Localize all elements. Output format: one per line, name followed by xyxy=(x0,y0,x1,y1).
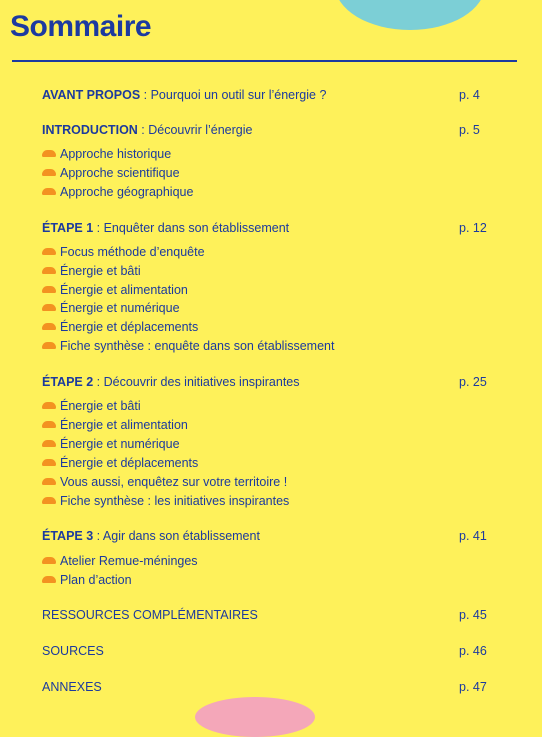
toc-page-number: p. 41 xyxy=(459,529,487,543)
toc-page-number: p. 47 xyxy=(459,680,487,694)
bullet-icon xyxy=(42,188,56,195)
toc-subitem[interactable]: Fiche synthèse : les initiatives inspirantes xyxy=(42,492,289,510)
title-underline xyxy=(12,60,517,62)
toc-subitem[interactable]: Énergie et numérique xyxy=(42,299,180,317)
toc-entry-etape-1[interactable] xyxy=(42,219,289,237)
toc-subitem[interactable]: Atelier Remue-méninges xyxy=(42,552,198,570)
toc-subitem[interactable]: Énergie et déplacements xyxy=(42,318,198,336)
toc-entry-avant-propos[interactable] xyxy=(42,86,326,104)
toc-entry-heading: ÉTAPE 3 xyxy=(42,529,94,543)
toc-entry-heading: AVANT PROPOS xyxy=(42,88,141,102)
toc-subitem[interactable]: Énergie et alimentation xyxy=(42,281,188,299)
page-title: Sommaire xyxy=(10,10,152,43)
bullet-icon xyxy=(42,459,56,466)
decorative-blob-top xyxy=(335,0,485,30)
bullet-icon xyxy=(42,267,56,274)
toc-subitem[interactable]: Énergie et bâti xyxy=(42,262,141,280)
toc-entry-text: : Découvrir l’énergie xyxy=(137,123,253,137)
toc-entry-introduction[interactable] xyxy=(42,121,252,139)
bullet-icon xyxy=(42,497,56,504)
toc-entry-heading: ÉTAPE 1 xyxy=(42,221,94,235)
toc-page-number: p. 5 xyxy=(459,123,480,137)
bullet-icon xyxy=(42,169,56,176)
toc-entry-etape-3[interactable] xyxy=(42,527,260,545)
bullet-icon xyxy=(42,286,56,293)
toc-subitem[interactable]: Approche scientifique xyxy=(42,164,180,182)
toc-page-number: p. 25 xyxy=(459,375,487,389)
toc-entry-text: : Enquêter dans son établissement xyxy=(93,221,290,235)
toc-subitem[interactable]: Énergie et bâti xyxy=(42,397,141,415)
toc-entry-heading: ÉTAPE 2 xyxy=(42,375,94,389)
decorative-blob-bottom xyxy=(195,697,315,737)
toc-entry-text: : Pourquoi un outil sur l’énergie ? xyxy=(140,88,327,102)
toc-entry-text: : Découvrir des initiatives inspirantes xyxy=(93,375,300,389)
toc-entry-annexes[interactable]: ANNEXES xyxy=(42,680,102,694)
bullet-icon xyxy=(42,576,56,583)
toc-entry-text: : Agir dans son établissement xyxy=(93,529,260,543)
toc-page-number: p. 46 xyxy=(459,644,487,658)
bullet-icon xyxy=(42,304,56,311)
bullet-icon xyxy=(42,323,56,330)
bullet-icon xyxy=(42,248,56,255)
toc-subitem[interactable]: Focus méthode d’enquête xyxy=(42,243,205,261)
toc-subitem[interactable]: Approche historique xyxy=(42,145,171,163)
toc-entry-etape-2[interactable] xyxy=(42,373,300,391)
toc-page-number: p. 12 xyxy=(459,221,487,235)
bullet-icon xyxy=(42,150,56,157)
bullet-icon xyxy=(42,478,56,485)
toc-subitem[interactable]: Plan d’action xyxy=(42,571,132,589)
toc-page-number: p. 45 xyxy=(459,608,487,622)
bullet-icon xyxy=(42,402,56,409)
toc-subitem[interactable]: Fiche synthèse : enquête dans son établissement xyxy=(42,337,334,355)
toc-subitem[interactable]: Approche géographique xyxy=(42,183,193,201)
bullet-icon xyxy=(42,440,56,447)
toc-subitem[interactable]: Énergie et déplacements xyxy=(42,454,198,472)
bullet-icon xyxy=(42,421,56,428)
toc-entry-ressources[interactable]: RESSOURCES COMPLÉMENTAIRES xyxy=(42,608,258,622)
toc-entry-sources[interactable]: SOURCES xyxy=(42,644,104,658)
toc-subitem[interactable]: Vous aussi, enquêtez sur votre territoire ! xyxy=(42,473,287,491)
bullet-icon xyxy=(42,557,56,564)
toc-subitem[interactable]: Énergie et alimentation xyxy=(42,416,188,434)
toc-subitem[interactable]: Énergie et numérique xyxy=(42,435,180,453)
bullet-icon xyxy=(42,342,56,349)
toc-entry-heading: INTRODUCTION xyxy=(42,123,138,137)
toc-page-number: p. 4 xyxy=(459,88,480,102)
